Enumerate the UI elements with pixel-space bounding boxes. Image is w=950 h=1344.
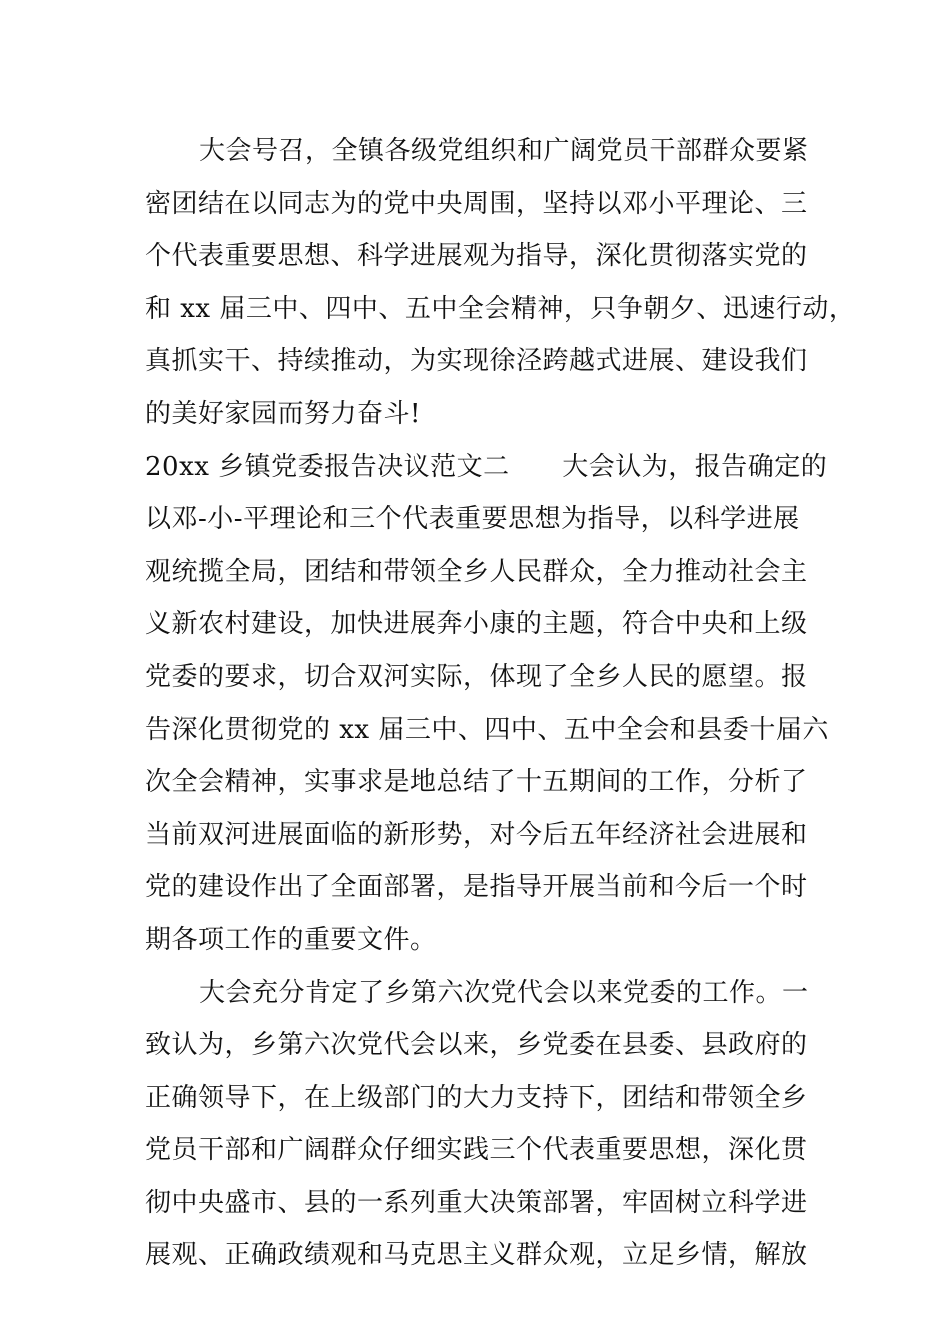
text-line: 个代表重要思想、科学进展观为指导，深化贯彻落实党的: [145, 241, 808, 272]
text-line: 党委的要求，切合双河实际，体现了全乡人民的愿望。报: [145, 661, 808, 692]
text-line: 20xx 乡镇党委报告决议范文二 大会认为，报告确定的: [145, 451, 828, 482]
text-line: 大会充分肯定了乡第六次党代会以来党委的工作。一: [199, 977, 809, 1008]
text-line: 党的建设作出了全面部署，是指导开展当前和今后一个时: [145, 872, 808, 903]
paragraph-work-affirmation: [145, 967, 825, 1283]
text-line: 和 xx 届三中、四中、五中全会精神，只争朝夕、迅速行动，: [145, 293, 856, 324]
paragraph-report-assessment: [145, 441, 829, 967]
text-line: 大会号召，全镇各级党组织和广阔党员干部群众要紧: [199, 136, 809, 166]
text-line: 真抓实干、持续推动，为实现徐泾跨越式进展、建设我们: [145, 346, 808, 377]
text-line: 正确领导下，在上级部门的大力支持下，团结和带领全乡: [145, 1082, 808, 1113]
text-line: 告深化贯彻党的 xx 届三中、四中、五中全会和县委十届六: [145, 714, 829, 745]
text-line: 义新农村建设，加快进展奔小康的主题，符合中央和上级: [145, 609, 808, 640]
paragraph-call-to-action: [145, 125, 856, 441]
text-line: 党员干部和广阔群众仔细实践三个代表重要思想，深化贯: [145, 1135, 808, 1166]
document-body: [145, 125, 856, 1282]
text-line: 期各项工作的重要文件。: [145, 924, 437, 955]
text-line: 次全会精神，实事求是地总结了十五期间的工作，分析了: [145, 767, 808, 798]
text-line: 密团结在以同志为的党中央周围，坚持以邓小平理论、三: [145, 188, 808, 219]
text-line: 致认为，乡第六次党代会以来，乡党委在县委、县政府的: [145, 1030, 808, 1061]
text-line: 彻中央盛市、县的一系列重大决策部署，牢固树立科学进: [145, 1187, 808, 1218]
text-line: 当前双河进展面临的新形势，对今后五年经济社会进展和: [145, 819, 808, 850]
text-line: 展观、正确政绩观和马克思主义群众观，立足乡情，解放: [145, 1240, 808, 1271]
text-line: 以邓-小-平理论和三个代表重要思想为指导，以科学进展: [145, 504, 800, 535]
text-line: 的美好家园而努力奋斗!: [145, 398, 421, 429]
text-line: 观统揽全局，团结和带领全乡人民群众，全力推动社会主: [145, 556, 808, 587]
